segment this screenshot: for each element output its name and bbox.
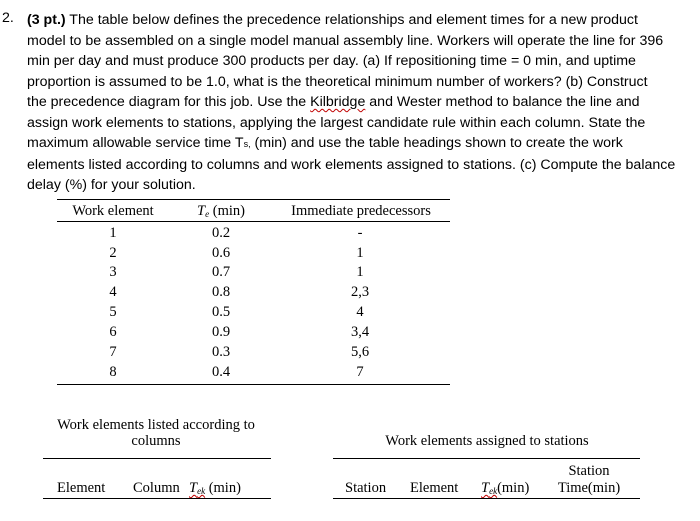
header-immediate-predecessors: Immediate predecessors xyxy=(291,203,431,219)
row-element: 8 xyxy=(109,364,117,380)
row-predecessors: - xyxy=(357,225,363,241)
header-element-time: $T_e$ (min) xyxy=(197,203,245,219)
row-element: 6 xyxy=(109,324,117,340)
columns-header-element: Element xyxy=(57,480,106,496)
columns-table-title-1: Work elements listed according to xyxy=(57,417,255,433)
row-element: 7 xyxy=(109,344,117,360)
row-predecessors: 7 xyxy=(356,364,364,380)
question-text xyxy=(27,10,699,196)
columns-table-header-rule xyxy=(43,498,271,499)
table-bottom-rule xyxy=(57,384,450,385)
row-element: 1 xyxy=(109,225,117,241)
spellcheck-word: Kilbridge xyxy=(310,94,366,110)
row-element: 3 xyxy=(109,264,117,280)
table-top-rule xyxy=(57,199,450,200)
question-line-5: the precedence diagram for this job. Use the Kilbridge and Wester method to balance the line and xyxy=(27,94,640,110)
table-header-rule xyxy=(57,221,450,222)
row-predecessors: 4 xyxy=(356,304,364,320)
question-line-8: elements listed according to columns and work elements assigned to stations. (c) Compute the balance xyxy=(27,156,676,173)
stations-header-station: Station xyxy=(345,480,387,496)
question-number: 2. xyxy=(2,10,14,26)
row-time: 0.2 xyxy=(211,225,231,241)
stations-header-time: $T_{ek}(\min)$ xyxy=(481,480,530,496)
stations-table-top-rule xyxy=(333,458,640,459)
question-points: (3 pt.) xyxy=(27,12,66,28)
columns-header-column: Column xyxy=(133,480,180,496)
row-time: 0.6 xyxy=(211,245,231,261)
stations-header-element: Element xyxy=(410,480,459,496)
stations-table-title: Work elements assigned to stations xyxy=(385,433,589,449)
columns-table-top-rule xyxy=(43,458,271,459)
row-time: 0.9 xyxy=(211,324,231,340)
row-time: 0.8 xyxy=(211,284,231,300)
row-time: 0.7 xyxy=(211,264,231,280)
stations-table-header-rule xyxy=(333,498,640,499)
question-line-1: (3 pt.) The table below defines the precedence relationships and element times for a new product xyxy=(27,12,638,28)
row-time: 0.5 xyxy=(211,304,231,320)
row-predecessors: 1 xyxy=(356,264,364,280)
question-line-7: maximum allowable service time Ts, (min) and use the table headings shown to create the work xyxy=(27,135,623,151)
columns-table-title-2: columns xyxy=(131,433,181,449)
row-element: 5 xyxy=(109,304,117,320)
question-line-3: min per day and must produce 300 products per day. (a) If repositioning time = 0 min, and uptime xyxy=(27,53,636,69)
row-predecessors: 1 xyxy=(356,245,364,261)
columns-header-time: $T_{ek}$ (min) xyxy=(189,480,241,496)
question-line-4: proportion is assumed to be 1.0, what is the theoretical minimum number of workers? (b) Construct xyxy=(27,73,648,90)
question-line-9: delay (%) for your solution. xyxy=(27,177,196,193)
row-element: 4 xyxy=(109,284,117,300)
stations-header-station-time-2: Time(min) xyxy=(557,480,621,496)
row-time: 0.3 xyxy=(211,344,231,360)
row-predecessors: 5,6 xyxy=(350,344,370,360)
stations-header-station-time-1: Station xyxy=(568,463,610,479)
header-work-element: Work element xyxy=(72,203,154,219)
question-line-2: model to be assembled on a single model manual assembly line. Workers will operate the line for 396 xyxy=(27,32,664,49)
row-predecessors: 3,4 xyxy=(350,324,370,340)
row-time: 0.4 xyxy=(211,364,231,380)
question-line-6: assign work elements to stations, applying the largest candidate rule within each column. State the xyxy=(27,114,646,131)
row-predecessors: 2,3 xyxy=(350,284,370,300)
row-element: 2 xyxy=(109,245,117,261)
